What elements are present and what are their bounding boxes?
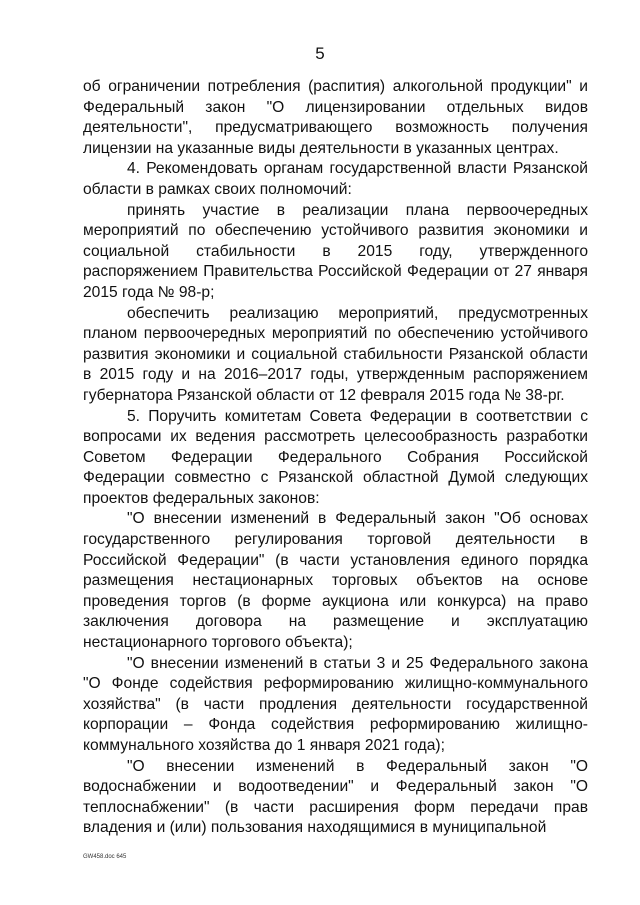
paragraph: обеспечить реализацию мероприятий, предусмотренных планом первоочередных мероприятий по обеспечению устойчивого развития экономики и социальной стабильности Рязанской области в 2015 году и на 2016–2017 годы, утвержденным распоряжением губернатора Рязанской области от 12 февраля 2015 года № 38-рг. [83, 304, 588, 404]
paragraph: принять участие в реализации плана первоочередных мероприятий по обеспечению устойчивого развития экономики и социальной стабильности в 2015 году, утвержденного распоряжением Правительства Российской Федерации от 27 января 2015 года № 98-р; [83, 201, 588, 301]
paragraph: 5. Поручить комитетам Совета Федерации в соответствии с вопросами их ведения рассмотреть целесообразность разработки Советом Федерации Федерального Собрания Российской Федерации совместно с Рязанской областной Думой следующих проектов федеральных законов: [83, 407, 588, 507]
document-body [83, 77, 588, 839]
paragraph: 4. Рекомендовать органам государственной власти Рязанской области в рамках своих полномочий: [83, 160, 588, 198]
page-number: 5 [315, 44, 325, 63]
paragraph: "О внесении изменений в статьи 3 и 25 Федерального закона "О Фонде содействия реформированию жилищно-коммунального хозяйства" (в части продления деятельности государственной корпорации – Фонда содействия реформированию жилищно-коммунального хозяйства до 1 января 2021 года); [83, 654, 588, 754]
footer-document-code: GW458.doc 645 [83, 854, 127, 860]
paragraph: об ограничении потребления (распития) алкогольной продукции" и Федеральный закон "О лицензировании отдельных видов деятельности", предусматривающего возможность получения лицензии на указанные виды деятельности в указанных центрах. [83, 78, 588, 157]
paragraph: "О внесении изменений в Федеральный закон "Об основах государственного регулирования торговой деятельности в Российской Федерации" (в части установления единого порядка размещения нестационарных торговых объектов на основе проведения торгов (в форме аукциона или конкурса) на право заключения договора на размещение и эксплуатацию нестационарного торгового объекта); [83, 510, 588, 652]
paragraph: "О внесении изменений в Федеральный закон "О водоснабжении и водоотведении" и Федеральный закон "О теплоснабжении" (в части расширения форм передачи прав владения и (или) пользования находящимися в муниципальной [83, 757, 588, 837]
